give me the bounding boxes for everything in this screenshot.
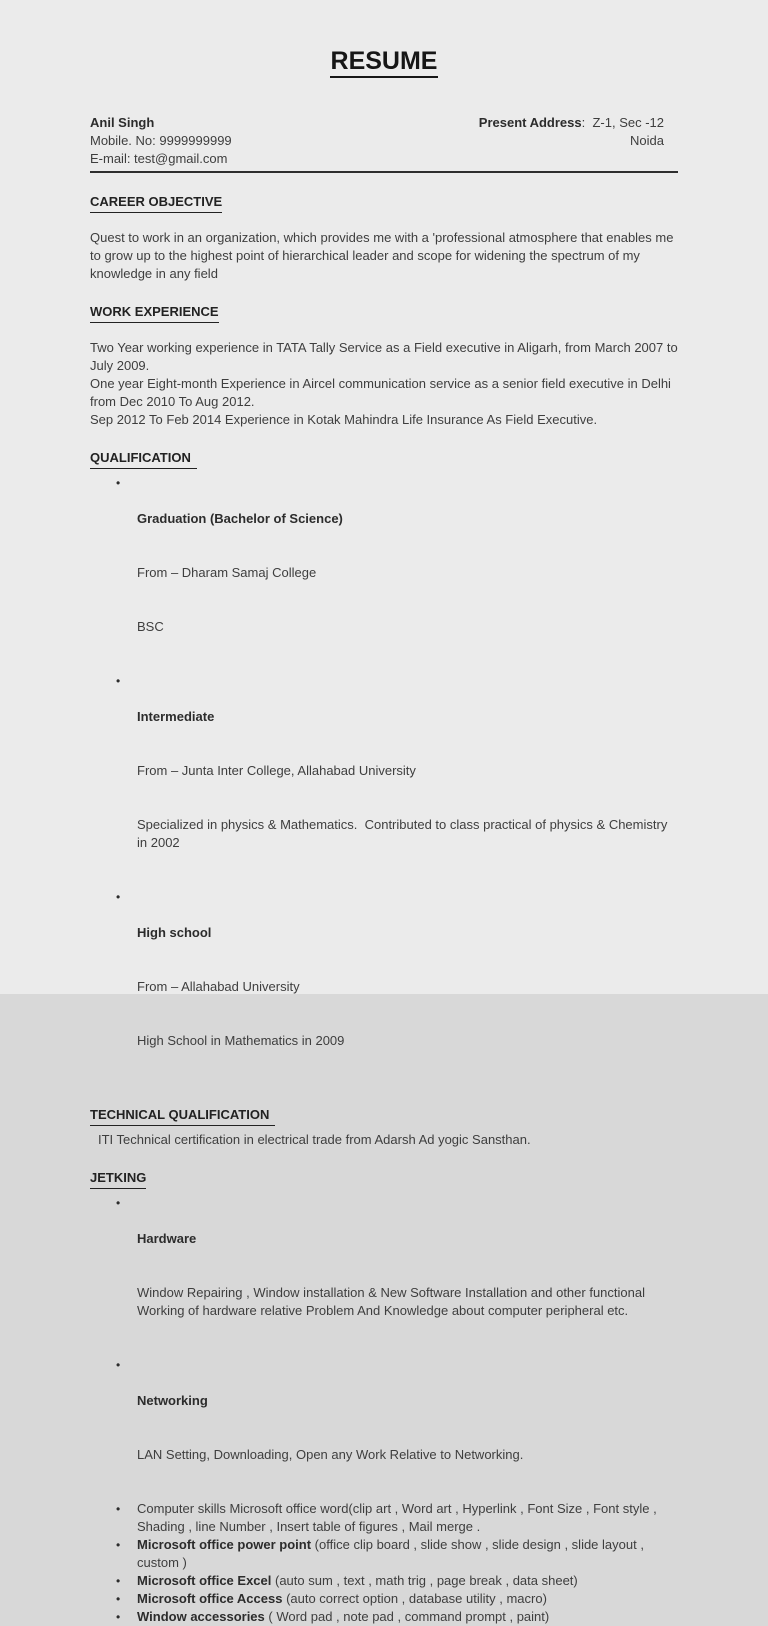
bullet-icon: • <box>116 1502 121 1516</box>
qualification-item-line: From – Junta Inter College, Allahabad University <box>137 763 416 778</box>
qualification-item-title: Intermediate <box>137 709 215 724</box>
bullet-icon: • <box>116 1574 121 1588</box>
contact-right <box>479 114 678 168</box>
jetking-item-text: (office clip board , slide show , slide design , slide layout , custom ) <box>137 1537 648 1570</box>
list-item <box>90 1500 678 1536</box>
jetking-list <box>90 1194 678 1626</box>
section-qualification <box>90 449 678 1086</box>
qualification-heading: QUALIFICATION <box>90 449 678 469</box>
contact-left <box>90 114 232 168</box>
work-experience-line: One year Eight-month Experience in Aircel communication service as a senior field executive in Delhi from Dec 2010 To Aug 2012. <box>90 376 675 409</box>
jetking-item-lead: Microsoft office Excel <box>137 1573 272 1588</box>
jetking-item-text: (auto sum , text , math trig , page break , data sheet) <box>271 1573 578 1588</box>
page-title: RESUME <box>330 46 439 78</box>
qualification-item-title: High school <box>137 925 212 940</box>
technical-qualification-body: ITI Technical certification in electrical trade from Adarsh Ad yogic Sansthan. <box>98 1132 531 1147</box>
career-objective-body: Quest to work in an organization, which provides me with a 'professional atmosphere that enables me to grow up to the highest point of hierarchical leader and scope for widening the spectrum of my knowledge in any field <box>90 230 678 281</box>
bullet-icon: • <box>116 1358 121 1372</box>
work-experience-line: Sep 2012 To Feb 2014 Experience in Kotak Mahindra Life Insurance As Field Executive. <box>90 412 598 427</box>
contact-city: Noida <box>630 133 664 148</box>
list-item <box>90 1572 678 1590</box>
jetking-item-line: LAN Setting, Downloading, Open any Work Relative to Networking. <box>137 1447 524 1462</box>
section-work-experience <box>90 303 682 429</box>
contact-block <box>90 114 678 168</box>
jetking-item-text: (auto correct option , database utility , macro) <box>282 1591 547 1606</box>
section-career-objective <box>90 193 678 283</box>
technical-qualification-heading: TECHNICAL QUALIFICATION <box>90 1106 678 1126</box>
list-item <box>90 672 678 888</box>
list-item <box>90 888 678 1086</box>
title-wrap <box>90 46 678 78</box>
jetking-item-lead: Window accessories <box>137 1609 265 1624</box>
bullet-icon: • <box>116 476 121 490</box>
bullet-icon: • <box>116 1196 121 1210</box>
bullet-icon: • <box>116 1592 121 1606</box>
list-item <box>90 1590 678 1608</box>
jetking-item-title: Networking <box>137 1393 208 1408</box>
qualification-item-title: Graduation (Bachelor of Science) <box>137 511 343 526</box>
present-address-label: Present Address <box>478 115 582 130</box>
jetking-item-line: Window Repairing , Window installation & New Software Installation and other functional Working of hardware relative Problem And Knowledge about computer peripheral etc. <box>137 1285 649 1318</box>
jetking-heading: JETKING <box>90 1169 678 1189</box>
qualification-list <box>90 474 678 1086</box>
work-experience-heading: WORK EXPERIENCE <box>90 303 678 323</box>
bullet-icon: • <box>116 674 121 688</box>
bullet-icon: • <box>116 890 121 904</box>
jetking-item-title: Hardware <box>137 1231 197 1246</box>
qualification-item-line: BSC <box>137 619 164 634</box>
jetking-item-text: ( Word pad , note pad , command prompt , paint) <box>264 1609 550 1624</box>
section-jetking <box>90 1169 678 1626</box>
qualification-item-line: From – Dharam Samaj College <box>137 565 317 580</box>
contact-mobile: Mobile. No: 9999999999 <box>90 133 232 148</box>
list-item <box>90 1194 678 1356</box>
qualification-item-line: Specialized in physics & Mathematics. Contributed to class practical of physics & Chemistry in 2002 <box>137 817 671 850</box>
jetking-item-text: Computer skills Microsoft office word(clip art , Word art , Hyperlink , Font Size , Font style , Shading , line Number , Insert table of figures , Mail merge . <box>137 1501 661 1534</box>
jetking-item-lead: Microsoft office power point <box>137 1537 312 1552</box>
qualification-item-line: High School in Mathematics in 2009 <box>137 1033 345 1048</box>
present-address-sep: : <box>581 115 593 130</box>
contact-email: E-mail: test@gmail.com <box>90 151 228 166</box>
list-item <box>90 1608 678 1626</box>
contact-name: Anil Singh <box>90 115 155 130</box>
section-technical-qualification <box>90 1106 678 1149</box>
present-address-line <box>479 114 664 132</box>
work-experience-line: Two Year working experience in TATA Tally Service as a Field executive in Aligarh, from March 2007 to July 2009. <box>90 340 682 373</box>
bullet-icon: • <box>116 1610 121 1624</box>
present-address-value: Z-1, Sec -12 <box>592 115 664 130</box>
qualification-item-line: From – Allahabad University <box>137 979 300 994</box>
header-divider <box>90 171 678 173</box>
jetking-item-lead: Microsoft office Access <box>137 1591 283 1606</box>
list-item <box>90 1356 678 1500</box>
bullet-icon: • <box>116 1538 121 1552</box>
list-item <box>90 474 678 672</box>
list-item <box>90 1536 678 1572</box>
career-objective-heading: CAREER OBJECTIVE <box>90 193 678 213</box>
